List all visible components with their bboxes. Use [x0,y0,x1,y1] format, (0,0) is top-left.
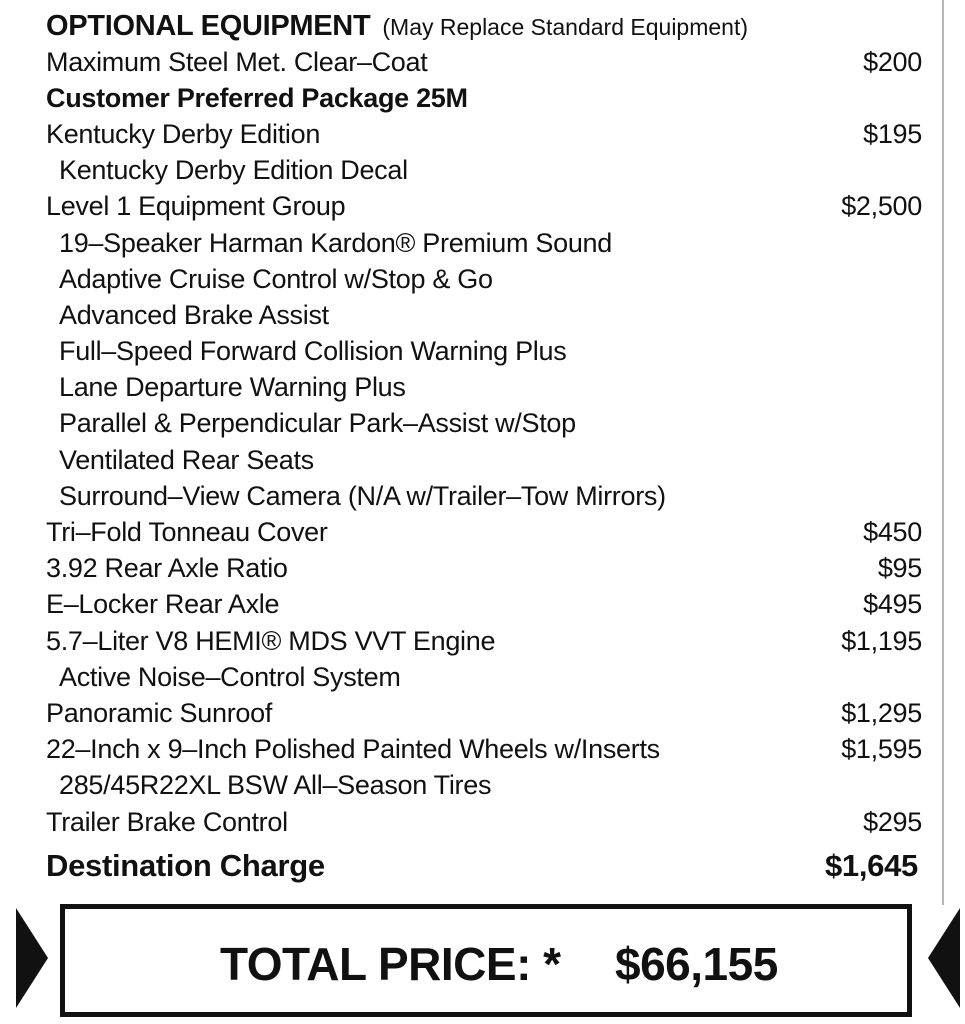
equipment-item [46,695,922,731]
equipment-label: Level 1 Equipment Group [46,191,346,222]
equipment-label: Trailer Brake Control [46,806,288,837]
equipment-label: Tri–Fold Tonneau Cover [46,517,328,548]
equipment-label: Surround–View Camera (N/A w/Trailer–Tow Mirrors) [59,480,666,511]
left-pointer-icon [16,908,48,1008]
equipment-sub-item [46,406,922,442]
section-header [46,10,748,43]
equipment-list [46,44,922,840]
equipment-price: $200 [863,46,922,77]
equipment-item [46,116,922,152]
equipment-sub-item [46,768,922,804]
equipment-label: Kentucky Derby Edition [46,118,321,149]
destination-charge-price: $1,645 [824,848,918,883]
equipment-label: 3.92 Rear Axle Ratio [46,553,288,584]
equipment-item [46,732,922,768]
equipment-item [46,189,922,225]
equipment-label: Maximum Steel Met. Clear–Coat [46,46,428,77]
right-pointer-icon [928,908,960,1008]
equipment-sub-item [46,334,922,370]
equipment-label: 285/45R22XL BSW All–Season Tires [59,770,492,801]
equipment-label: Panoramic Sunroof [46,697,273,728]
equipment-label: Customer Preferred Package 25M [46,82,468,113]
total-price-value: $66,155 [615,938,778,990]
equipment-label: Full–Speed Forward Collision Warning Plus [59,336,567,367]
equipment-label: Ventilated Rear Seats [59,444,314,475]
equipment-item [46,587,922,623]
equipment-price: $495 [863,589,922,620]
equipment-label: 19–Speaker Harman Kardon® Premium Sound [59,227,612,258]
equipment-label: 22–Inch x 9–Inch Polished Painted Wheels w/Inserts [46,734,660,765]
equipment-label: 5.7–Liter V8 HEMI® MDS VVT Engine [46,625,496,656]
equipment-label: Kentucky Derby Edition Decal [59,155,408,186]
equipment-price: $450 [863,517,922,548]
equipment-item [46,44,922,80]
equipment-sub-item [46,370,922,406]
equipment-sub-item [46,153,922,189]
equipment-price: $295 [863,806,922,837]
equipment-item [46,804,922,840]
equipment-item [46,80,922,116]
section-subtitle: (May Replace Standard Equipment) [382,14,749,40]
equipment-price: $2,500 [841,191,922,222]
equipment-item [46,623,922,659]
section-title: OPTIONAL EQUIPMENT [46,10,371,42]
equipment-label: Lane Departure Warning Plus [59,372,406,403]
equipment-sub-item [46,297,922,333]
equipment-sub-item [46,442,922,478]
equipment-price: $95 [877,553,922,584]
destination-charge-label: Destination Charge [46,848,325,883]
total-price-label: TOTAL PRICE: * [220,938,561,990]
equipment-price: $1,195 [841,625,922,656]
equipment-label: Active Noise–Control System [59,661,401,692]
equipment-label: E–Locker Rear Axle [46,589,280,620]
equipment-sub-item [46,225,922,261]
right-border-rule [942,0,944,905]
equipment-sub-item [46,478,922,514]
equipment-item [46,514,922,550]
equipment-label: Parallel & Perpendicular Park–Assist w/Stop [59,408,576,439]
equipment-price: $195 [863,118,922,149]
equipment-sub-item [46,261,922,297]
equipment-price: $1,295 [841,697,922,728]
equipment-label: Adaptive Cruise Control w/Stop & Go [59,263,493,294]
equipment-label: Advanced Brake Assist [59,299,329,330]
equipment-price: $1,595 [841,734,922,765]
equipment-sub-item [46,659,922,695]
equipment-item [46,551,922,587]
destination-charge-row [46,848,918,884]
total-price-box [60,904,912,1017]
